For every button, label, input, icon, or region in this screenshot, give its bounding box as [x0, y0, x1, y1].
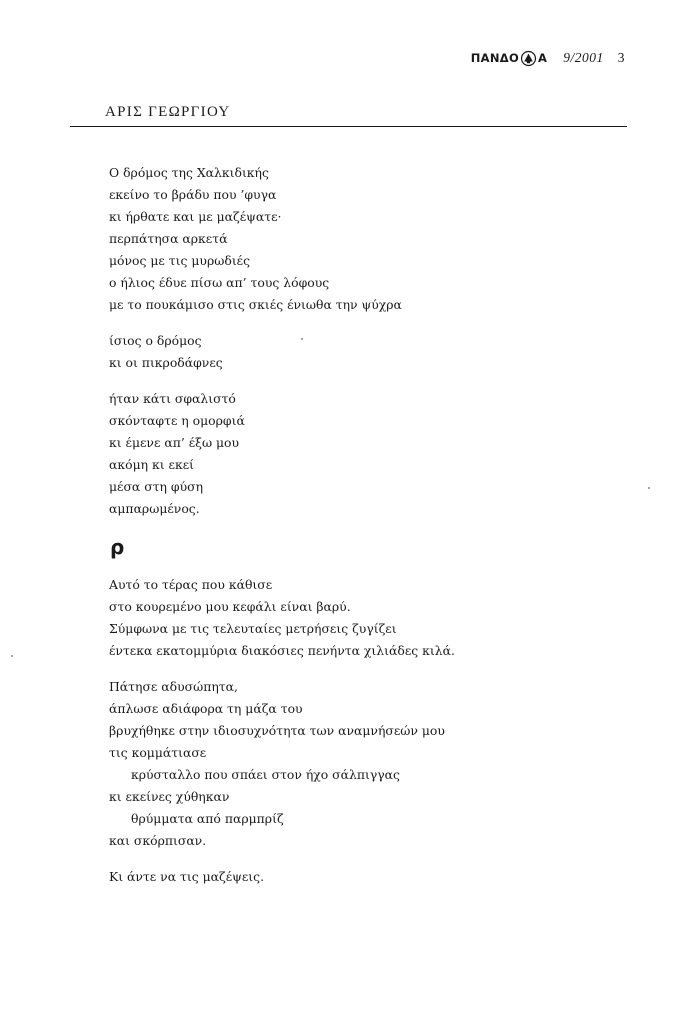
poem-line: κι ήρθατε και με μαζέψατε· — [109, 209, 282, 224]
paper-speck — [301, 338, 303, 340]
poem-line: αμπαρωμένος. — [109, 501, 200, 516]
poem-line: με το πουκάμισο στις σκιές ένιωθα την ψύχρα — [109, 297, 402, 312]
poem-line: στο κουρεμένο μου κεφάλι είναι βαρύ. — [109, 599, 351, 614]
stanza-gap — [109, 316, 649, 330]
poem-line: έντεκα εκατομμύρια διακόσιες πενήντα χιλιάδες κιλά. — [109, 643, 455, 658]
poem-line: Πάτησε αδυσώπητα, — [109, 679, 238, 694]
poem-line: Κι άντε να τις μαζέψεις. — [109, 869, 265, 884]
poem2-stanza-1 — [109, 574, 649, 662]
issue-number: 9/2001 — [563, 50, 604, 65]
poem-line: άπλωσε αδιάφορα τη μάζα του — [109, 701, 303, 716]
stanza-gap — [109, 564, 649, 574]
running-head — [471, 48, 625, 68]
stanza-gap — [109, 662, 649, 676]
poem2-stanza-3 — [109, 866, 649, 888]
poem-line: ο ήλιος έδυε πίσω απ’ τους λόφους — [109, 275, 330, 290]
poem-line: ακόμη κι εκεί — [109, 457, 194, 472]
poem-line: Σύμφωνα με τις τελευταίες μετρήσεις ζυγίζει — [109, 621, 397, 636]
poem-line: κι εκείνες χύθηκαν — [109, 789, 230, 804]
poem-line: βρυχήθηκε στην ιδιοσυχνότητα των αναμνήσεών μου — [109, 723, 445, 738]
author-name: ΑΡΙΣ ΓΕΩΡΓΙΟΥ — [105, 104, 231, 120]
header-rule — [70, 126, 627, 127]
poem-line: ίσιος ο δρόμος — [109, 333, 202, 348]
poem-line: κι έμενε απ’ έξω μου — [109, 435, 240, 450]
stanza-gap — [109, 374, 649, 388]
poem-body — [109, 162, 649, 888]
poem1-stanza-2 — [109, 330, 649, 374]
poem-line: περπάτησα αρκετά — [109, 231, 228, 246]
lamp-ring-icon — [520, 50, 537, 67]
magazine-name-left: ΠΑΝΔΟ — [470, 51, 520, 65]
page-number: 3 — [617, 50, 625, 65]
stanza-gap — [109, 852, 649, 866]
stanza-gap — [109, 520, 649, 530]
poem-line: μέσα στη φύση — [109, 479, 204, 494]
paper-speck — [648, 487, 650, 489]
poem2-stanza-2 — [109, 676, 649, 852]
magazine-name-right: Α — [538, 51, 548, 65]
poem-line: θρύμματα από παρμπρίζ — [131, 811, 284, 826]
poem-line: εκείνο το βράδυ που ’φυγα — [109, 187, 277, 202]
poem-line: και σκόρπισαν. — [109, 833, 207, 848]
poem-line: κι οι πικροδάφνες — [109, 355, 223, 370]
poem1-stanza-1 — [109, 162, 649, 316]
poem-line: κρύσταλλο που σπάει στον ήχο σάλπιγγας — [131, 767, 400, 782]
section-separator-rho: ρ — [110, 535, 125, 559]
paper-speck — [11, 655, 13, 657]
poem1-stanza-3 — [109, 388, 649, 520]
poem-line: Ο δρόμος της Χαλκιδικής — [109, 165, 269, 180]
poem-line: ήταν κάτι σφαλιστό — [109, 391, 236, 406]
magazine-logo — [471, 50, 548, 67]
poem-line: σκόνταφτε η ομορφιά — [109, 413, 245, 428]
poem-line: μόνος με τις μυρωδιές — [109, 253, 251, 268]
poem-line: τις κομμάτιασε — [109, 745, 207, 760]
poem-line: Αυτό το τέρας που κάθισε — [109, 577, 273, 592]
